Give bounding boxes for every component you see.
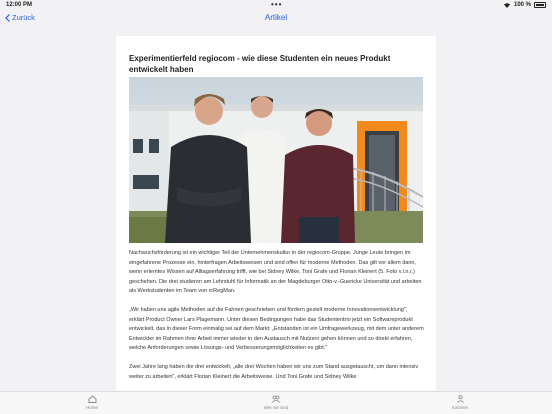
wifi-icon xyxy=(503,2,511,8)
status-right xyxy=(503,2,546,8)
multitasking-dots-icon[interactable]: ••• xyxy=(271,0,283,9)
home-icon xyxy=(88,395,97,403)
tab-label: Karriere xyxy=(451,405,468,410)
tab-wer-wir-sind[interactable] xyxy=(246,395,306,410)
status-bar xyxy=(0,0,552,10)
page-title: Artikel xyxy=(264,13,288,22)
tab-label: Home xyxy=(85,405,98,410)
article-photo xyxy=(129,77,423,243)
tab-karriere[interactable] xyxy=(430,395,490,410)
article-title: Experimentierfeld regiocom - wie diese Studenten ein neues Produkt entwickelt haben xyxy=(129,54,391,74)
tab-bar xyxy=(0,391,552,414)
battery-percent: 100 % xyxy=(513,2,531,8)
battery-icon xyxy=(534,2,546,8)
person-icon xyxy=(456,395,465,403)
article-paragraph: Nachwuchsförderung ist ein wichtiger Teil der Unternehmenskultur in der regiocom-Gruppe. Junge Leute bringen im eingefahrene Prozesse ein, hinterfragen Arbeitsweisen und sind offen für moderne Methoden. Das gilt vor allem dann, wenn erlerntes Wissen auf Alltagserfahrung trifft, wie bei Sidney Wilke, Toni Grafe und Florian Kleinert (5. Foto v.l.n.r.) geschehen. Die drei studieren am Lehrstuhl für Informatik an der Magdeburger Otto-v.-Guericke Universität und arbeiten als Werkstudenten im Team von rcRegMan. xyxy=(129,250,422,294)
article-body xyxy=(129,249,424,391)
tab-home[interactable] xyxy=(62,395,122,410)
article-paragraph: Zwei Jahre lang haben die drei entwickelt, „alle drei Wochen haben wir uns zum Stand ausgetauscht, um dann intensiv weiter zu arbeiten", erklärt Florian Kleinert die Arbeitsweise. Und Toni Grafe und Sidney Wilke xyxy=(129,364,419,380)
article-card xyxy=(116,36,436,391)
status-time: 12:00 PM xyxy=(6,2,33,8)
navigation-bar xyxy=(0,10,552,26)
people-icon xyxy=(271,395,281,403)
tab-label: Wer wir sind xyxy=(263,405,289,410)
back-label: Zurück xyxy=(12,13,35,22)
article-paragraph: „Wir haben uns agile Methoden auf die Fahnen geschrieben und fördern gezielt moderne Innovationsentwicklung", erklärt Product Owner Lars Plagemann. Unter diesen Bedingungen habe das Studententrio jetzt ein Softwareprodukt entwickelt, das in dieser Form einmalig sei auf dem Markt: „Entstanden ist ein Umfragewerkzeug, mit dem unter anderem Entwickler im Rahmen ihrer Arbeit immer wieder in den Austausch mit Nutzern gehen können und so direkt erfahren, welche Anforderungen sowie Lösungs- und Verbesserungsmöglichkeiten es gibt." xyxy=(129,307,424,351)
